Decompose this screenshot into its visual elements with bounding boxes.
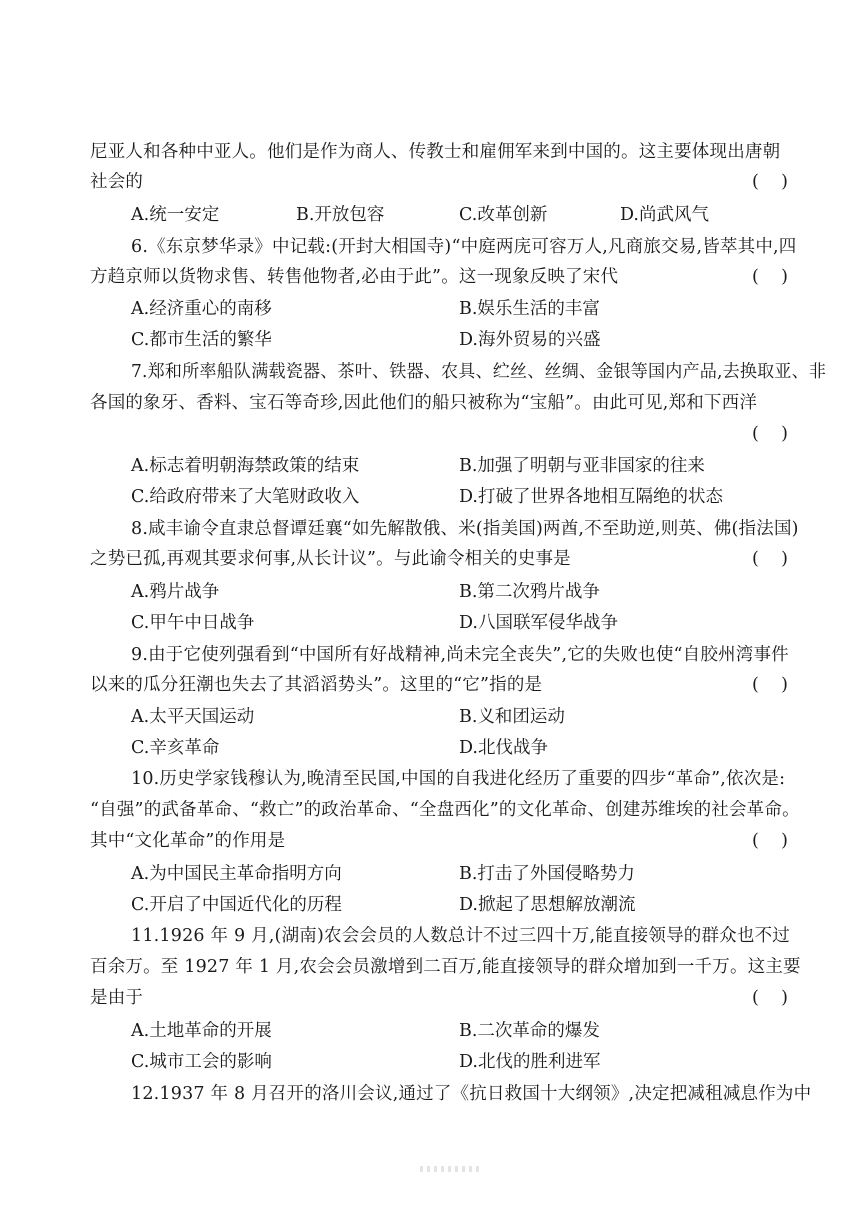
- q8-line-1: 8.咸丰谕令直隶总督谭廷襄“如先解散俄、米(指美国)两酋,不至助逆,则英、佛(指法国): [131, 519, 799, 539]
- q10-option-a: A.为中国民主革命指明方向: [131, 864, 342, 884]
- q10-line-1: 10.历史学家钱穆认为,晚清至民国,中国的自我进化经历了重要的四步“革命”,依次是:: [131, 769, 786, 789]
- q11-answer-paren[interactable]: ( ): [752, 988, 788, 1008]
- q5-line-2: 社会的: [90, 172, 144, 192]
- page-footer-mark: [420, 1166, 480, 1172]
- q7-answer-paren[interactable]: ( ): [752, 424, 788, 444]
- q6-line-1: 6.《东京梦华录》中记载:(开封大相国寺)“中庭两庑可容万人,凡商旅交易,皆萃其中,四: [131, 237, 797, 257]
- q10-line-3: 其中“文化革命”的作用是: [90, 831, 286, 851]
- q6-line-2: 方趋京师以货物求售、转售他物者,必由于此”。这一现象反映了宋代: [90, 267, 619, 287]
- q6-option-c: C.都市生活的繁华: [131, 330, 272, 350]
- q9-line-1: 9.由于它使列强看到“中国所有好战精神,尚未完全丧失”,它的失败也使“自胶州湾事件: [131, 645, 789, 665]
- q8-answer-paren[interactable]: ( ): [752, 549, 788, 569]
- q7-option-d: D.打破了世界各地相互隔绝的状态: [459, 487, 723, 507]
- q12-line-1: 12.1937 年 8 月召开的洛川会议,通过了《抗日救国十大纲领》,决定把减租减息作为中: [131, 1084, 812, 1104]
- q11-line-1: 11.1926 年 9 月,(湖南)农会会员的人数总计不过三四十万,能直接领导的群众也不过: [131, 926, 790, 946]
- q11-option-b: B.二次革命的爆发: [459, 1021, 600, 1041]
- q5-option-b: B.开放包容: [296, 205, 385, 225]
- q9-option-d: D.北伐战争: [459, 738, 548, 758]
- q6-option-d: D.海外贸易的兴盛: [459, 330, 601, 350]
- q11-option-a: A.土地革命的开展: [131, 1021, 272, 1041]
- q11-option-d: D.北伐的胜利进军: [459, 1052, 601, 1072]
- q8-option-d: D.八国联军侵华战争: [459, 613, 618, 633]
- q6-option-a: A.经济重心的南移: [131, 299, 272, 319]
- q10-option-b: B.打击了外国侵略势力: [459, 864, 635, 884]
- q7-line-2: 各国的象牙、香料、宝石等奇珍,因此他们的船只被称为“宝船”。由此可见,郑和下西洋: [90, 393, 758, 413]
- q11-line-2: 百余万。至 1927 年 1 月,农会会员激增到二百万,能直接领导的群众增加到一千万。这主要: [90, 957, 801, 977]
- q9-answer-paren[interactable]: ( ): [752, 675, 788, 695]
- q9-option-a: A.太平天国运动: [131, 707, 255, 727]
- q6-option-b: B.娱乐生活的丰富: [459, 299, 600, 319]
- q5-option-d: D.尚武风气: [620, 205, 709, 225]
- q5-answer-paren[interactable]: ( ): [752, 172, 788, 192]
- q11-line-3: 是由于: [90, 988, 144, 1008]
- q8-line-2: 之势已孤,再观其要求何事,从长计议”。与此谕令相关的史事是: [90, 549, 571, 569]
- q7-option-c: C.给政府带来了大笔财政收入: [131, 487, 360, 507]
- q5-option-c: C.改革创新: [459, 205, 548, 225]
- q7-line-1: 7.郑和所率船队满载瓷器、茶叶、铁器、农具、纻丝、丝绸、金银等国内产品,去换取亚、非: [131, 362, 827, 382]
- q10-option-d: D.掀起了思想解放潮流: [459, 895, 636, 915]
- q6-answer-paren[interactable]: ( ): [752, 267, 788, 287]
- q5-line-1: 尼亚人和各种中亚人。他们是作为商人、传教士和雇佣军来到中国的。这主要体现出唐朝: [90, 142, 781, 162]
- q8-option-c: C.甲午中日战争: [131, 613, 255, 633]
- q10-line-2: “自强”的武备革命、“救亡”的政治革命、“全盘西化”的文化革命、创建苏维埃的社会革命。: [90, 800, 800, 820]
- q8-option-b: B.第二次鸦片战争: [459, 582, 600, 602]
- q7-option-a: A.标志着明朝海禁政策的结束: [131, 456, 360, 476]
- q10-option-c: C.开启了中国近代化的历程: [131, 895, 342, 915]
- q9-option-c: C.辛亥革命: [131, 738, 220, 758]
- q11-option-c: C.城市工会的影响: [131, 1052, 272, 1072]
- q10-answer-paren[interactable]: ( ): [752, 831, 788, 851]
- q8-option-a: A.鸦片战争: [131, 582, 220, 602]
- q9-line-2: 以来的瓜分狂潮也失去了其滔滔势头”。这里的“它”指的是: [90, 675, 543, 695]
- q9-option-b: B.义和团运动: [459, 707, 565, 727]
- q5-option-a: A.统一安定: [131, 205, 220, 225]
- q7-option-b: B.加强了明朝与亚非国家的往来: [459, 456, 705, 476]
